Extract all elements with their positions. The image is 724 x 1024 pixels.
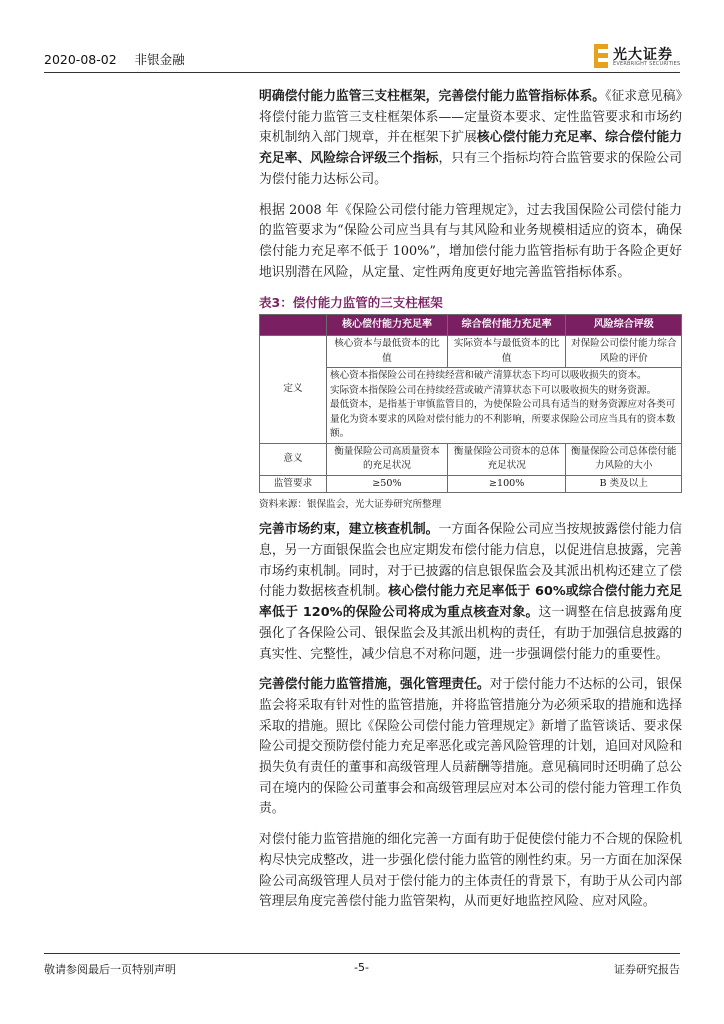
paragraph-framework: [259, 87, 682, 191]
paragraph-history: 根据 2008 年《保险公司偿付能力管理规定》，过去我国保险公司偿付能力的监管要求为“保险公司应当具有与其风险和业务规模相适应的资本，确保偿付能力充足率不低于 100%”，增加偿付能力监管指标有助于各险企更好地识别潜在风险，从定量、定性两角度更好地完善监管指标体系。: [259, 202, 682, 280]
footer-disclaimer: 敬请参阅最后一页特别声明: [44, 963, 176, 976]
table-cell: B 类及以上: [566, 475, 682, 493]
paragraph-emphasis: 核心偿付能力充足率、综合偿付能力充足率、风险综合评级三个指标: [259, 130, 683, 167]
header-line: [44, 50, 185, 68]
table-header-cell: [260, 315, 327, 336]
main-content: [259, 87, 682, 923]
table-header-cell: 核心偿付能力充足率: [327, 315, 448, 336]
report-date: 2020-08-02: [44, 52, 117, 67]
paragraph-text: 一方面各保险公司应当按规披露偿付能力信息，另一方面银保监会也应定期发布偿付能力信息，以促进信息披露，完善市场约束机制。同时，对于已披露的信息银保监会及其派出机构还建立了偿付能力数据核查机制。: [259, 522, 683, 600]
paragraph-lead: 明确偿付能力监管三支柱框架，完善偿付能力监管指标体系。: [259, 89, 606, 104]
table-cell: 实际资本与最低资本的比值: [447, 336, 566, 368]
paragraph-text: 对于偿付能力不达标的公司，银保监会将采取有针对性的监管措施，并将监管措施分为必须采取的措施和选择采取的措施。照比《保险公司偿付能力管理规定》新增了监管谈话、要求保险公司提交预防偿付能力充足率恶化或完善风险管理的计划，追回对风险和损失负有责任的董事和高级管理人员薪酬等措施。意见稿同时还明确了总公司在境内的保险公司董事会和高级管理层应对本公司的偿付能力管理工作负责。: [259, 677, 683, 817]
row-label-definition: 定义: [260, 336, 327, 444]
table-header-cell: 风险综合评级: [566, 315, 682, 336]
definition-notes-cell: [327, 368, 682, 444]
header-rule: [44, 72, 680, 73]
table-cell: 衡量保险公司高质量资本的充足状况: [327, 443, 448, 475]
paragraph-lead: 完善市场约束，建立核查机制。: [259, 522, 439, 538]
paragraph-text: 这一调整在信息披露角度强化了各保险公司、银保监会及其派出机构的责任，有助于加强信息披露的真实性、完整性，减少信息不对称问题，进一步强调偿付能力的重要性。: [259, 605, 682, 662]
table-cell: ≥100%: [447, 475, 566, 493]
table-header-cell: 综合偿付能力充足率: [447, 315, 566, 336]
definition-note: 最低资本，是指基于审慎监管目的，为使保险公司具有适当的财务资源应对各类可量化为资本要求的风险对偿付能力的不利影响，所要求保险公司应当具有的资本数额。: [330, 399, 676, 440]
table-cell: 衡量保险公司资本的总体充足状况: [447, 443, 566, 475]
three-pillar-table: [259, 314, 682, 493]
industry-category: 非银金融: [134, 52, 185, 67]
table-row-requirement: [260, 475, 682, 493]
logo-icon: [594, 44, 608, 68]
table-row-meaning: [260, 443, 682, 475]
definition-note: 核心资本指保险公司在持续经营和破产清算状态下均可以吸收损失的资本。: [330, 370, 647, 382]
logo-english-name: EVERBRIGHT SECURITIES: [613, 61, 681, 67]
table-cell: 对保险公司偿付能力综合风险的评价: [566, 336, 682, 368]
table-header-row: [260, 315, 682, 336]
table-cell: 衡量保险公司总体偿付能力风险的大小: [566, 443, 682, 475]
footer-rule: [44, 953, 680, 954]
paragraph-regulatory-measures: [259, 675, 682, 820]
logo-name: 光大证券: [613, 47, 673, 63]
table-title: 表3：偿付能力监管的三支柱框架: [259, 295, 443, 311]
paragraph-market-constraint: [259, 520, 682, 665]
broker-logo: [594, 44, 686, 70]
table-cell: ≥50%: [327, 475, 448, 493]
row-label-meaning: 意义: [260, 443, 327, 475]
row-label-requirement: 监管要求: [260, 475, 327, 493]
paragraph-conclusion: 对偿付能力监管措施的细化完善一方面有助于促使偿付能力不合规的保险机构尽快完成整改，进一步强化偿付能力监管的刚性约束。另一方面在加深保险公司高级管理人员对于偿付能力的主体责任的背景下，有助于从公司内部管理层角度完善偿付能力监管架构，从而更好地监控风险、应对风险。: [259, 832, 682, 910]
footer-report-type: 证券研究报告: [614, 963, 680, 976]
table-cell: 核心资本与最低资本的比值: [327, 336, 448, 368]
definition-note: 实际资本指保险公司在持续经营或破产清算状态下可以吸收损失的财务资源。: [330, 384, 657, 396]
paragraph-text: ，只有三个指标均符合监管要求的保险公司为偿付能力达标公司。: [259, 151, 683, 187]
table-row-definition: [260, 336, 682, 368]
paragraph-text: 《征求意见稿》将偿付能力监管三支柱框架体系——定量资本要求、定性监管要求和市场约束机制纳入部门规章，并在框架下扩展: [259, 89, 682, 146]
table-source: 资料来源：银保监会，光大证券研究所整理: [259, 499, 442, 511]
paragraph-emphasis: 核心偿付能力充足率低于 60%或综合偿付能力充足率低于 120%的保险公司将成为重点核查对象。: [259, 584, 682, 621]
paragraph-lead: 完善偿付能力监管措施，强化管理责任。: [259, 677, 490, 693]
page-number: -5-: [354, 961, 369, 974]
